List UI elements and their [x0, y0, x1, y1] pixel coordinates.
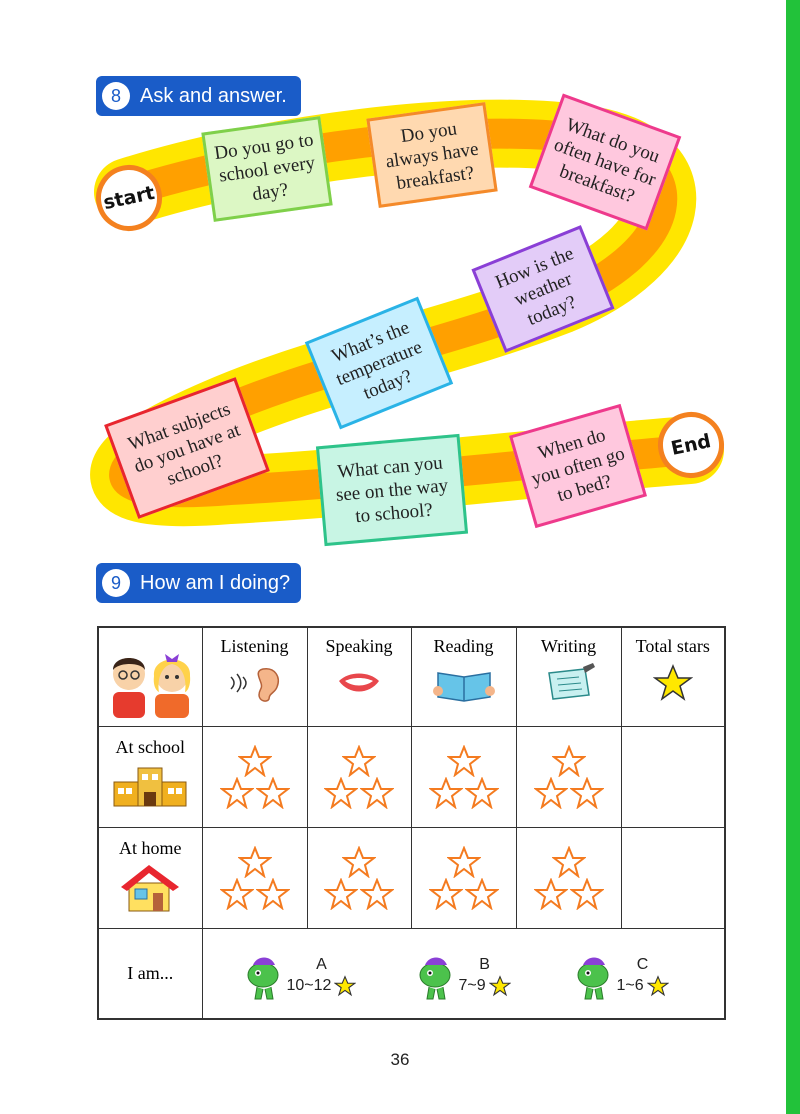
star-group: [517, 828, 621, 910]
grade-c-text: [617, 955, 669, 997]
table-row-home: [98, 827, 725, 928]
grade-letter: A: [316, 955, 327, 973]
empty-star-icon[interactable]: [342, 846, 376, 878]
dinosaur-icon: [573, 953, 613, 1001]
empty-star-icon[interactable]: [360, 777, 394, 809]
row-head-home: [98, 827, 202, 928]
stars-cell: [307, 827, 411, 928]
dinosaur-icon: [415, 953, 455, 1001]
self-assessment-table: [97, 626, 726, 1020]
yellow-star-icon: [334, 975, 356, 997]
notebook-icon: [539, 663, 599, 703]
mouth-icon: [329, 663, 389, 703]
empty-star-icon[interactable]: [342, 745, 376, 777]
grade-a: [243, 953, 357, 1001]
grade-scale-cell: [202, 928, 725, 1019]
column-label: Writing: [540, 636, 597, 656]
empty-star-icon[interactable]: [220, 878, 254, 910]
yellow-star-icon: [647, 975, 669, 997]
table-header-row: [98, 627, 725, 726]
grade-c: [573, 953, 669, 1001]
question-card-7: [316, 434, 468, 546]
section-8-number: 8: [102, 82, 130, 110]
star-group: [308, 727, 411, 809]
kids-illustration-cell: [98, 627, 202, 726]
grade-range: 7~9: [458, 976, 486, 994]
question-text: Do you go to school every day?: [212, 128, 317, 205]
row-head-i-am: [98, 928, 202, 1019]
question-text: What can you see on the way to school?: [335, 452, 449, 527]
empty-star-icon[interactable]: [447, 846, 481, 878]
star-group: [517, 727, 621, 809]
empty-star-icon[interactable]: [324, 878, 358, 910]
empty-star-icon[interactable]: [534, 878, 568, 910]
question-text: How is the weather today?: [492, 242, 580, 330]
column-label: Reading: [433, 636, 494, 656]
empty-star-icon[interactable]: [238, 745, 272, 777]
column-label: Speaking: [325, 636, 393, 656]
question-card-1: [201, 116, 332, 222]
stars-cell: [516, 827, 621, 928]
column-speaking: [307, 627, 411, 726]
grade-letter: B: [479, 955, 490, 973]
table-row-school: [98, 726, 725, 827]
star-group: [203, 727, 307, 809]
empty-star-icon[interactable]: [465, 878, 499, 910]
empty-star-icon[interactable]: [256, 777, 290, 809]
column-listening: [202, 627, 307, 726]
question-card-2: [366, 102, 497, 208]
section-9-header: [96, 563, 301, 603]
kids-illustration-icon: [105, 640, 195, 720]
question-text: What subjects do you have at school?: [125, 398, 243, 490]
empty-star-icon[interactable]: [429, 878, 463, 910]
empty-star-icon[interactable]: [238, 846, 272, 878]
empty-star-icon[interactable]: [360, 878, 394, 910]
stars-cell: [411, 827, 516, 928]
empty-star-icon[interactable]: [465, 777, 499, 809]
grade-range: 1~6: [616, 976, 644, 994]
yellow-star-icon: [653, 663, 693, 703]
section-9-title: How am I doing?: [140, 571, 291, 594]
star-group: [412, 727, 516, 809]
stars-cell: [411, 726, 516, 827]
empty-star-icon[interactable]: [570, 777, 604, 809]
grade-b: [415, 953, 511, 1001]
start-label: start: [101, 181, 157, 215]
empty-star-icon[interactable]: [256, 878, 290, 910]
stars-cell: [307, 726, 411, 827]
stars-cell: [516, 726, 621, 827]
grade-letter: C: [636, 955, 649, 973]
end-label: End: [669, 430, 713, 460]
dinosaur-icon: [243, 953, 283, 1001]
star-group: [203, 828, 307, 910]
empty-star-icon[interactable]: [552, 846, 586, 878]
book-icon: [432, 663, 496, 703]
column-label: Listening: [220, 636, 289, 656]
question-text: Do you always have breakfast?: [384, 117, 480, 194]
section-8-title: Ask and answer.: [140, 84, 287, 107]
stars-cell: [202, 726, 307, 827]
star-group: [308, 828, 411, 910]
column-total-stars: [621, 627, 725, 726]
column-writing: [516, 627, 621, 726]
question-text: What’s the temperature today?: [328, 316, 425, 404]
empty-star-icon[interactable]: [447, 745, 481, 777]
empty-star-icon[interactable]: [429, 777, 463, 809]
school-icon: [110, 762, 190, 808]
question-text: What do you often have for breakfast?: [551, 113, 663, 207]
column-reading: [411, 627, 516, 726]
question-text: When do you often go to bed?: [528, 424, 628, 506]
row-head-school: [98, 726, 202, 827]
empty-star-icon[interactable]: [324, 777, 358, 809]
house-icon: [115, 861, 185, 913]
row-label: At school: [115, 736, 185, 757]
table-row-i-am: [98, 928, 725, 1019]
page-number: 36: [390, 1050, 410, 1069]
empty-star-icon[interactable]: [220, 777, 254, 809]
empty-star-icon[interactable]: [552, 745, 586, 777]
grade-b-text: [459, 955, 511, 997]
grade-a-text: [287, 955, 357, 997]
column-label: Total stars: [635, 636, 710, 656]
empty-star-icon[interactable]: [570, 878, 604, 910]
total-stars-school-cell[interactable]: [621, 726, 725, 827]
grade-range: 10~12: [286, 976, 332, 994]
ear-icon: [225, 663, 285, 703]
section-9-number: 9: [102, 569, 130, 597]
row-label: At home: [119, 837, 182, 858]
row-label: I am...: [127, 962, 174, 983]
stars-cell: [202, 827, 307, 928]
empty-star-icon[interactable]: [534, 777, 568, 809]
total-stars-home-cell[interactable]: [621, 827, 725, 928]
star-group: [412, 828, 516, 910]
yellow-star-icon: [489, 975, 511, 997]
